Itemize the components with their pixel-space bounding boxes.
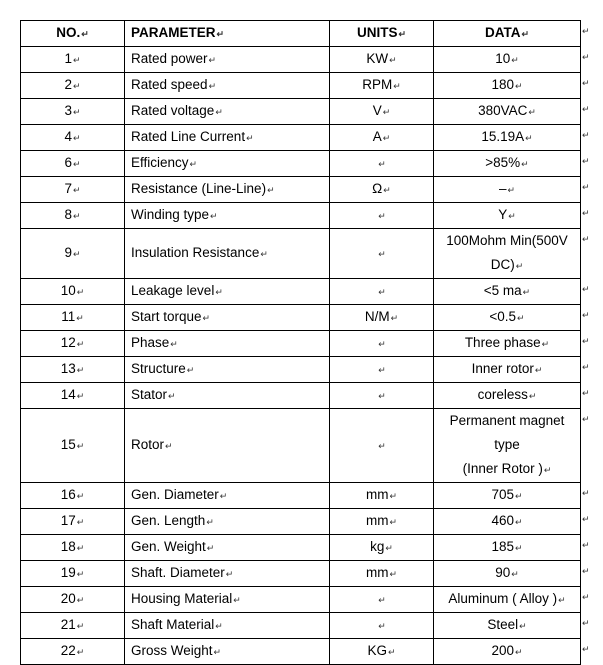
- data-value: 380VAC↵: [434, 99, 581, 125]
- data-value: 100Mohm Min(500V DC)↵: [434, 229, 581, 279]
- data-value: 200↵: [434, 639, 581, 665]
- row-number: 16↵: [21, 483, 125, 509]
- data-value: >85%↵: [434, 151, 581, 177]
- unit-value: KG↵: [330, 639, 434, 665]
- row-end-mark: ↵: [582, 103, 590, 114]
- row-number: 22↵: [21, 639, 125, 665]
- row-end-mark: ↵: [582, 207, 590, 218]
- row-number: 20↵: [21, 587, 125, 613]
- row-end-mark: ↵: [582, 283, 590, 294]
- row-number: 4↵: [21, 125, 125, 151]
- data-value: coreless↵: [434, 383, 581, 409]
- row-number: 3↵: [21, 99, 125, 125]
- unit-value: Ω↵: [330, 177, 434, 203]
- row-number: 19↵: [21, 561, 125, 587]
- parameter-name: Rated Line Current↵: [125, 125, 330, 151]
- row-number: 12↵: [21, 331, 125, 357]
- row-end-mark: ↵: [582, 413, 590, 424]
- table-row: [21, 613, 581, 639]
- row-number: 8↵: [21, 203, 125, 229]
- row-number: 18↵: [21, 535, 125, 561]
- unit-value: ↵: [330, 383, 434, 409]
- row-end-mark: ↵: [582, 617, 590, 628]
- row-number: 9↵: [21, 229, 125, 279]
- unit-value: mm↵: [330, 483, 434, 509]
- row-number: 15↵: [21, 409, 125, 483]
- unit-value: kg↵: [330, 535, 434, 561]
- data-value: 180↵: [434, 73, 581, 99]
- data-value: Aluminum ( Alloy )↵: [434, 587, 581, 613]
- row-number: 1↵: [21, 47, 125, 73]
- row-end-mark: ↵: [582, 155, 590, 166]
- row-end-mark: ↵: [582, 77, 590, 88]
- parameter-name: Shaft Material↵: [125, 613, 330, 639]
- table-row: [21, 47, 581, 73]
- row-number: 7↵: [21, 177, 125, 203]
- table-row: [21, 483, 581, 509]
- row-number: 17↵: [21, 509, 125, 535]
- row-end-mark: ↵: [582, 539, 590, 550]
- row-number: 10↵: [21, 279, 125, 305]
- parameter-name: Gross Weight↵: [125, 639, 330, 665]
- row-end-mark: ↵: [582, 51, 590, 62]
- row-end-mark: ↵: [582, 487, 590, 498]
- table-body: [21, 47, 581, 665]
- header-units: UNITS↵: [330, 21, 434, 47]
- data-value: 185↵: [434, 535, 581, 561]
- header-row: [21, 21, 581, 47]
- unit-value: ↵: [330, 229, 434, 279]
- unit-value: A↵: [330, 125, 434, 151]
- parameter-name: Winding type↵: [125, 203, 330, 229]
- table-row: [21, 561, 581, 587]
- table-row: [21, 151, 581, 177]
- table-row: [21, 409, 581, 483]
- row-end-mark: ↵: [582, 25, 590, 36]
- table-row: [21, 229, 581, 279]
- unit-value: V↵: [330, 99, 434, 125]
- unit-value: ↵: [330, 587, 434, 613]
- data-value: <5 ma↵: [434, 279, 581, 305]
- data-value: 15.19A↵: [434, 125, 581, 151]
- row-number: 6↵: [21, 151, 125, 177]
- parameter-name: Housing Material↵: [125, 587, 330, 613]
- data-value: 460↵: [434, 509, 581, 535]
- parameter-name: Gen. Weight↵: [125, 535, 330, 561]
- parameter-name: Efficiency↵: [125, 151, 330, 177]
- table-row: [21, 383, 581, 409]
- data-value: 705↵: [434, 483, 581, 509]
- parameter-name: Shaft. Diameter↵: [125, 561, 330, 587]
- row-end-mark: ↵: [582, 387, 590, 398]
- table-row: [21, 509, 581, 535]
- data-value: –↵: [434, 177, 581, 203]
- parameter-name: Rated speed↵: [125, 73, 330, 99]
- table-row: [21, 177, 581, 203]
- unit-value: N/M↵: [330, 305, 434, 331]
- header-parameter: PARAMETER↵: [125, 21, 330, 47]
- parameter-name: Leakage level↵: [125, 279, 330, 305]
- table-row: [21, 639, 581, 665]
- unit-value: ↵: [330, 357, 434, 383]
- parameter-name: Rated power↵: [125, 47, 330, 73]
- row-number: 13↵: [21, 357, 125, 383]
- row-end-mark: ↵: [582, 513, 590, 524]
- row-number: 21↵: [21, 613, 125, 639]
- table-row: [21, 203, 581, 229]
- row-end-mark: ↵: [582, 335, 590, 346]
- data-value: Y↵: [434, 203, 581, 229]
- parameter-name: Resistance (Line-Line)↵: [125, 177, 330, 203]
- parameter-name: Structure↵: [125, 357, 330, 383]
- parameter-name: Gen. Length↵: [125, 509, 330, 535]
- unit-value: ↵: [330, 613, 434, 639]
- row-end-mark: ↵: [582, 233, 590, 244]
- row-end-mark: ↵: [582, 181, 590, 192]
- data-value: Steel↵: [434, 613, 581, 639]
- table-row: [21, 587, 581, 613]
- row-end-mark: ↵: [582, 129, 590, 140]
- table-row: [21, 305, 581, 331]
- row-end-mark: ↵: [582, 565, 590, 576]
- row-end-mark: ↵: [582, 309, 590, 320]
- row-end-mark: ↵: [582, 591, 590, 602]
- parameter-name: Gen. Diameter↵: [125, 483, 330, 509]
- table-row: [21, 357, 581, 383]
- unit-value: ↵: [330, 151, 434, 177]
- data-value: Permanent magnet type (Inner Rotor )↵: [434, 409, 581, 483]
- spec-table: [20, 20, 581, 665]
- row-number: 2↵: [21, 73, 125, 99]
- row-end-mark: ↵: [582, 361, 590, 372]
- table-row: [21, 279, 581, 305]
- data-value: 90↵: [434, 561, 581, 587]
- table-row: [21, 535, 581, 561]
- unit-value: ↵: [330, 409, 434, 483]
- data-value: Three phase↵: [434, 331, 581, 357]
- row-number: 11↵: [21, 305, 125, 331]
- data-value: Inner rotor↵: [434, 357, 581, 383]
- parameter-name: Phase↵: [125, 331, 330, 357]
- parameter-name: Rated voltage↵: [125, 99, 330, 125]
- unit-value: ↵: [330, 203, 434, 229]
- unit-value: KW↵: [330, 47, 434, 73]
- parameter-name: Stator↵: [125, 383, 330, 409]
- table-row: [21, 331, 581, 357]
- unit-value: mm↵: [330, 509, 434, 535]
- unit-value: RPM↵: [330, 73, 434, 99]
- data-value: 10↵: [434, 47, 581, 73]
- parameter-name: Start torque↵: [125, 305, 330, 331]
- unit-value: ↵: [330, 279, 434, 305]
- table-row: [21, 73, 581, 99]
- table-row: [21, 125, 581, 151]
- data-value: <0.5↵: [434, 305, 581, 331]
- row-number: 14↵: [21, 383, 125, 409]
- header-no: NO.↵: [21, 21, 125, 47]
- parameter-name: Rotor↵: [125, 409, 330, 483]
- row-end-mark: ↵: [582, 643, 590, 654]
- unit-value: ↵: [330, 331, 434, 357]
- unit-value: mm↵: [330, 561, 434, 587]
- parameter-name: Insulation Resistance↵: [125, 229, 330, 279]
- table-row: [21, 99, 581, 125]
- header-data: DATA↵: [434, 21, 581, 47]
